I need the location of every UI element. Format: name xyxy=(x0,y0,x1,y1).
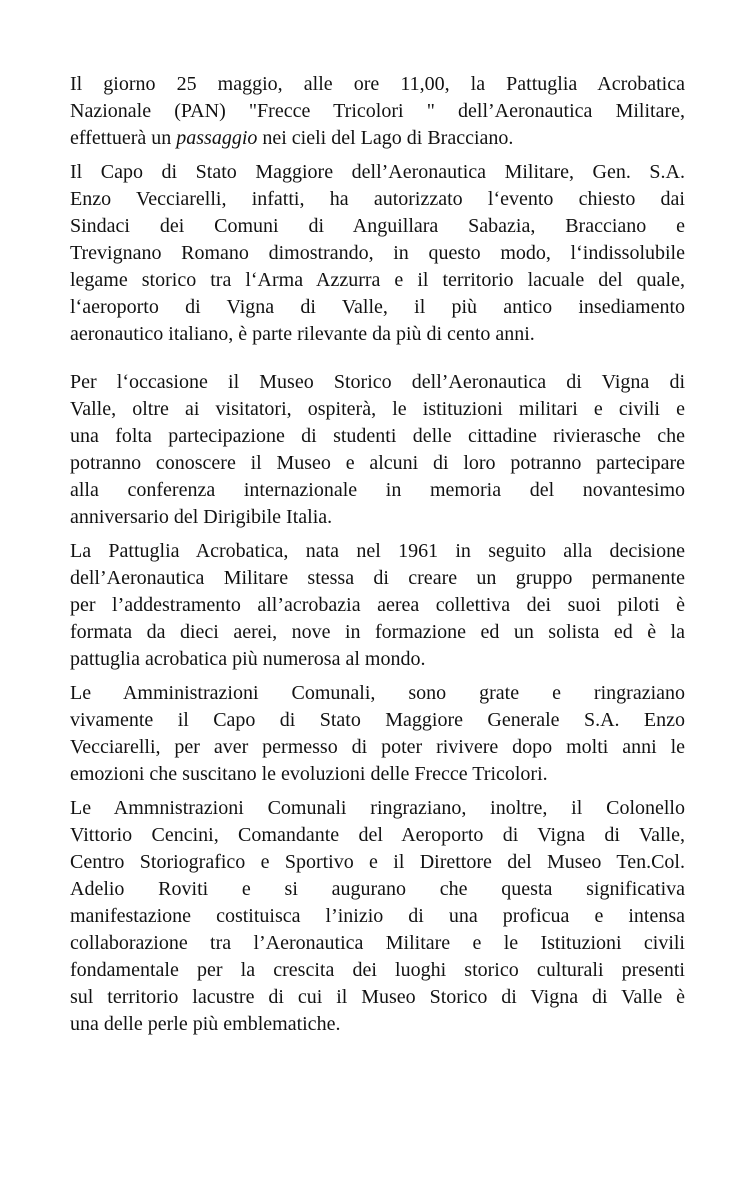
text-segment: Vecciarelli, per aver permesso di poter rivivere dopo molti anni le xyxy=(70,736,685,758)
text-line xyxy=(70,1011,685,1038)
text-segment: una delle perle più emblematiche. xyxy=(70,1013,341,1035)
text-segment: legame storico tra l‘Arma Azzurra e il territorio lacuale del quale, xyxy=(70,269,685,291)
text-line xyxy=(70,98,685,125)
text-segment: Per l‘occasione il Museo Storico dell’Aeronautica di Vigna di xyxy=(70,371,685,393)
text-segment: Le Amministrazioni Comunali, sono grate e ringraziano xyxy=(70,682,685,704)
text-line xyxy=(70,125,685,152)
text-segment: alla conferenza internazionale in memoria del novantesimo xyxy=(70,479,685,501)
text-line xyxy=(70,396,685,423)
text-segment: l‘aeroporto di Vigna di Valle, il più antico insediamento xyxy=(70,296,685,318)
text-line xyxy=(70,565,685,592)
text-segment: anniversario del Dirigibile Italia. xyxy=(70,506,333,528)
text-segment: dell’Aeronautica Militare stessa di creare un gruppo permanente xyxy=(70,567,685,589)
text-segment: aeronautico italiano, è parte rilevante da più di cento anni. xyxy=(70,323,535,345)
text-line xyxy=(70,707,685,734)
text-segment: effettuerà un xyxy=(70,127,177,149)
text-segment: pattuglia acrobatica più numerosa al mondo. xyxy=(70,648,426,670)
paragraph xyxy=(70,795,685,1038)
text-line xyxy=(70,619,685,646)
text-segment: fondamentale per la crescita dei luoghi storico culturali presenti xyxy=(70,959,685,981)
paragraph xyxy=(70,159,685,348)
text-line xyxy=(70,903,685,930)
text-segment: Le Ammnistrazioni Comunali ringraziano, inoltre, il Colonello xyxy=(70,797,685,819)
text-segment: Trevignano Romano dimostrando, in questo modo, l‘indissolubile xyxy=(70,242,685,264)
text-line xyxy=(70,477,685,504)
text-segment: sul territorio lacustre di cui il Museo Storico di Vigna di Valle è xyxy=(70,986,685,1008)
text-segment: Nazionale (PAN) "Frecce Tricolori " dell’Aeronautica Militare, xyxy=(70,100,685,122)
document-content xyxy=(70,71,685,1038)
paragraph xyxy=(70,680,685,788)
text-segment: Centro Storiografico e Sportivo e il Direttore del Museo Ten.Col. xyxy=(70,851,685,873)
text-segment: Sindaci dei Comuni di Anguillara Sabazia, Bracciano e xyxy=(70,215,685,237)
text-line xyxy=(70,734,685,761)
text-segment: Il giorno 25 maggio, alle ore 11,00, la Pattuglia Acrobatica xyxy=(70,73,685,95)
text-segment: per l’addestramento all’acrobazia aerea collettiva dei suoi piloti è xyxy=(70,594,685,616)
text-segment: Enzo Vecciarelli, infatti, ha autorizzato l‘evento chiesto dai xyxy=(70,188,685,210)
paragraph xyxy=(70,369,685,531)
text-line xyxy=(70,761,685,788)
text-segment: Valle, oltre ai visitatori, ospiterà, le istituzioni militari e civili e xyxy=(70,398,685,420)
text-segment: formata da dieci aerei, nove in formazione ed un solista ed è la xyxy=(70,621,685,643)
text-segment: collaborazione tra l’Aeronautica Militare e le Istituzioni civili xyxy=(70,932,685,954)
text-line xyxy=(70,680,685,707)
text-line xyxy=(70,423,685,450)
text-segment: Adelio Roviti e si augurano che questa significativa xyxy=(70,878,685,900)
text-line xyxy=(70,186,685,213)
text-line xyxy=(70,646,685,673)
text-line xyxy=(70,240,685,267)
text-line xyxy=(70,213,685,240)
text-line xyxy=(70,369,685,396)
text-segment: vivamente il Capo di Stato Maggiore Generale S.A. Enzo xyxy=(70,709,685,731)
text-line xyxy=(70,159,685,186)
text-line xyxy=(70,294,685,321)
text-line xyxy=(70,267,685,294)
text-segment: Il Capo di Stato Maggiore dell’Aeronautica Militare, Gen. S.A. xyxy=(70,161,685,183)
text-line xyxy=(70,876,685,903)
text-line xyxy=(70,984,685,1011)
text-line xyxy=(70,538,685,565)
text-line xyxy=(70,957,685,984)
text-line xyxy=(70,71,685,98)
text-segment: una folta partecipazione di studenti delle cittadine rivierasche che xyxy=(70,425,685,447)
italic-text-segment: passaggio xyxy=(176,127,258,149)
text-segment: manifestazione costituisca l’inizio di una proficua e intensa xyxy=(70,905,685,927)
text-line xyxy=(70,822,685,849)
text-line xyxy=(70,849,685,876)
text-line xyxy=(70,321,685,348)
text-segment: nei cieli del Lago di Bracciano. xyxy=(257,127,514,149)
paragraph xyxy=(70,538,685,673)
text-line xyxy=(70,592,685,619)
text-segment: potranno conoscere il Museo e alcuni di loro potranno partecipare xyxy=(70,452,685,474)
paragraph xyxy=(70,71,685,152)
text-segment: Vittorio Cencini, Comandante del Aeroporto di Vigna di Valle, xyxy=(70,824,685,846)
text-segment: La Pattuglia Acrobatica, nata nel 1961 in seguito alla decisione xyxy=(70,540,685,562)
text-line xyxy=(70,450,685,477)
text-line xyxy=(70,930,685,957)
text-segment: emozioni che suscitano le evoluzioni delle Frecce Tricolori. xyxy=(70,763,548,785)
text-line xyxy=(70,795,685,822)
text-line xyxy=(70,504,685,531)
